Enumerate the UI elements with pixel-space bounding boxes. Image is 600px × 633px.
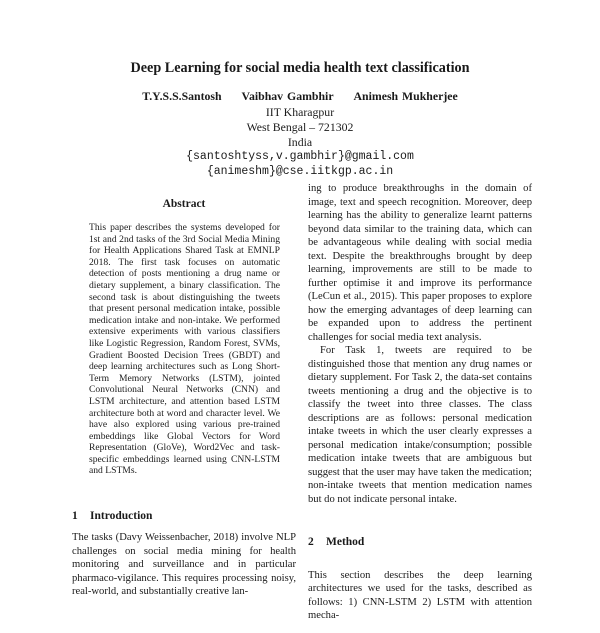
affiliation-line: West Bengal – 721302 <box>246 120 354 134</box>
author-email: {santoshtyss,v.gambhir}@gmail.com <box>186 150 414 163</box>
author-list <box>0 89 600 104</box>
section-heading-method <box>308 536 364 548</box>
section-number: 1 <box>72 510 78 522</box>
abstract-text: This paper describes the systems developed for 1st and 2nd tasks of the 3rd Social Media Mining for Health Applications Shared Task at EMNLP 2018. The first task focuses on automatic detection of posts mentioning a drug name or dietary supplement, a binary classification. The second task is about distinguishing the tweets that present personal medication intake, possible medication intake and non-intake. We performed extensive experiments with various classifiers like Logistic Regression, Random Forest, SVMs, Gradient Boosted Decision Trees (GBDT) and deep learning architectures such as Long Short-Term Memory Networks (LSTM), jointed Convolutional Neural Networks (CNN) and LSTM architecture, and attention based LSTM architecture both at word and character level. We have also explored using various pre-trained embeddings like Global Vectors for Word Representation (GloVe), Word2Vec and task-specific embeddings learned using CNN-LSTM and LSTMs. <box>89 222 280 477</box>
author-name: T.Y.S.S.Santosh <box>142 89 222 103</box>
author-email: {animeshm}@cse.iitkgp.ac.in <box>206 165 394 178</box>
section-title: Method <box>326 536 365 548</box>
method-text <box>308 558 532 633</box>
section-number: 2 <box>308 536 314 548</box>
paper-title: Deep Learning for social media health text classification <box>130 60 470 76</box>
paragraph: The tasks (Davy Weissenbacher, 2018) involve NLP challenges on social media mining for health monitoring and surveillance and in particular pharmaco-vigilance. This requires processing noisy, real-world, and substantially creative lan- <box>72 532 296 597</box>
paragraph: ing to produce breakthroughs in the domain of image, text and speech recognition. Moreover, deep learning has the ability to generalize learnt patterns beyond data similar to the training data, which can be advantageous while dealing with social media text. Despite the breakthroughs brought by deep learning, improvements are still to be made to further optimise it and improve its performance (LeCun et al., 2015). This paper proposes to explore how the emerging advantages of deep learning can be expanded upon to address the pertinent challenges for social media text analysis. <box>308 183 532 343</box>
paragraph: This section describes the deep learning architectures we used for the tasks, described as follows: 1) CNN-LSTM 2) LSTM with attention mecha- <box>308 569 532 622</box>
affiliation-line: IIT Kharagpur <box>265 105 335 119</box>
section-heading-introduction <box>72 510 152 522</box>
abstract-heading: Abstract <box>162 198 206 210</box>
author-name: Animesh Mukherjee <box>353 89 458 103</box>
section-title: Introduction <box>90 510 153 522</box>
affiliation-line: India <box>287 135 313 149</box>
paragraph: For Task 1, tweets are required to be distinguished those that mention any drug names or dietary supplement. For Task 2, the data-set contains tweets mentioning a drug and the objective is to classify the tweet into three classes. The class descriptions are as follows: personal medication intake tweets in which the user clearly expresses a personal medication intake/consumption; possible medication intake tweets that are ambiguous but suggest that the user may have taken the medication; non-intake tweets that mention medication names but do not indicate personal intake. <box>308 345 532 505</box>
intro-left-column <box>72 531 296 599</box>
author-name: Vaibhav Gambhir <box>241 89 334 103</box>
right-column <box>308 182 532 506</box>
